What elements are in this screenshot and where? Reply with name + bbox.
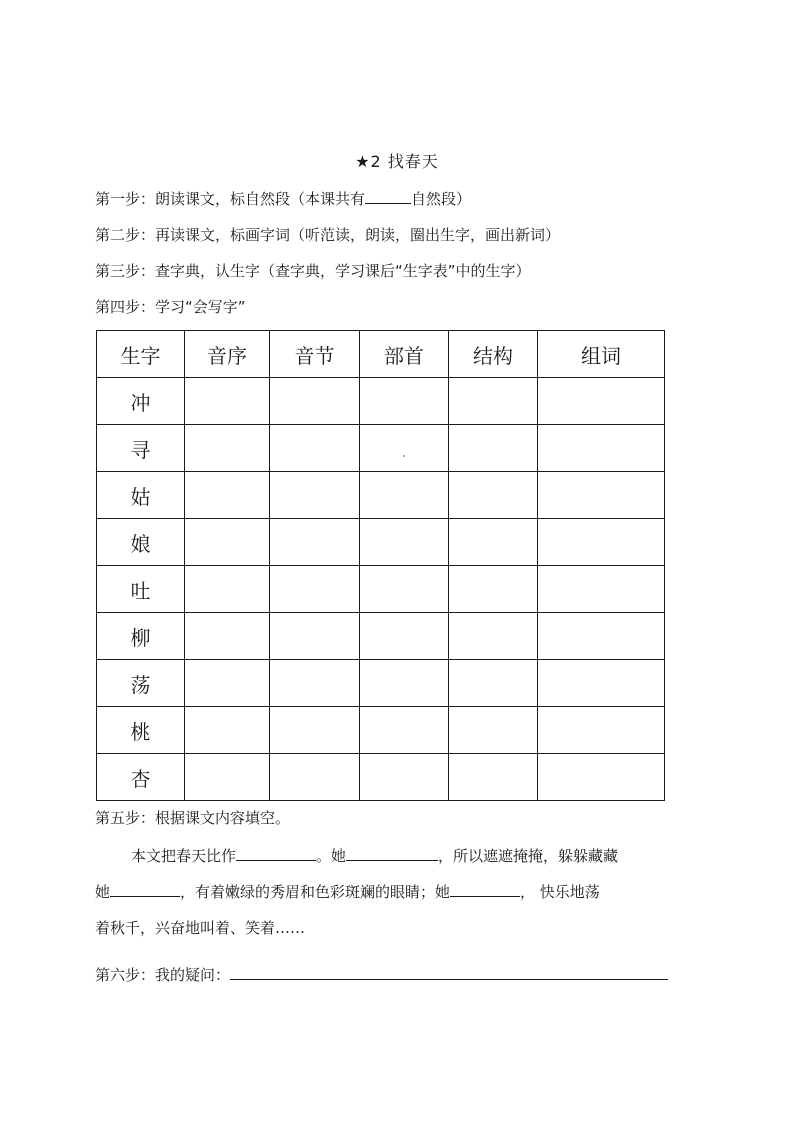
table-row	[97, 425, 665, 472]
cell-blank[interactable]	[360, 519, 449, 566]
cell-blank[interactable]	[449, 566, 538, 613]
row-character: 吐	[97, 566, 185, 613]
header-radical: 部首	[360, 331, 449, 378]
page-title: ★2 找春天	[355, 152, 439, 171]
cell-blank[interactable]	[538, 378, 665, 425]
step-5: 第五步：根据课文内容填空。	[95, 809, 291, 827]
table-row	[97, 519, 665, 566]
cell-blank[interactable]	[538, 566, 665, 613]
table-row	[97, 378, 665, 425]
fill-blank-3[interactable]	[110, 882, 180, 897]
header-structure: 结构	[449, 331, 538, 378]
cell-blank[interactable]	[270, 378, 360, 425]
cell-blank[interactable]	[360, 613, 449, 660]
stray-dot	[403, 455, 405, 457]
row-character: 冲	[97, 378, 185, 425]
fill-blank-1[interactable]	[236, 846, 316, 861]
cell-blank[interactable]	[360, 660, 449, 707]
cell-blank[interactable]	[449, 660, 538, 707]
row-character: 姑	[97, 472, 185, 519]
cell-blank[interactable]	[270, 754, 360, 801]
cell-blank[interactable]	[270, 472, 360, 519]
cell-blank[interactable]	[185, 754, 270, 801]
fill-in-paragraph	[95, 838, 705, 946]
step-2: 第二步：再读课文，标画字词（听范读，朗读，圈出生字，画出新词）	[95, 226, 561, 244]
step-1-tail: 自然段）	[411, 190, 472, 208]
row-character: 杏	[97, 754, 185, 801]
cell-blank[interactable]	[538, 472, 665, 519]
vocabulary-table	[96, 330, 665, 801]
cell-blank[interactable]	[449, 707, 538, 754]
fill-text-7: 着秋千，兴奋地叫着、笑着……	[95, 919, 306, 937]
cell-blank[interactable]	[360, 754, 449, 801]
cell-blank[interactable]	[538, 660, 665, 707]
cell-blank[interactable]	[185, 425, 270, 472]
row-character: 桃	[97, 707, 185, 754]
fill-text-3: ，所以遮遮掩掩，躲躲藏藏	[438, 847, 619, 865]
table-header-row	[97, 331, 665, 378]
table-row	[97, 754, 665, 801]
cell-blank[interactable]	[360, 425, 449, 472]
cell-blank[interactable]	[538, 425, 665, 472]
row-character: 荡	[97, 660, 185, 707]
header-syllable: 音节	[270, 331, 360, 378]
table-row	[97, 472, 665, 519]
step-1-text: 第一步：朗读课文，标自然段（本课共有	[95, 190, 366, 208]
cell-blank[interactable]	[538, 519, 665, 566]
cell-blank[interactable]	[270, 707, 360, 754]
row-character: 寻	[97, 425, 185, 472]
cell-blank[interactable]	[360, 707, 449, 754]
cell-blank[interactable]	[360, 566, 449, 613]
cell-blank[interactable]	[270, 613, 360, 660]
fill-text-5: ，有着嫩绿的秀眉和色彩斑斓的眼睛；她	[180, 883, 451, 901]
step-6	[95, 964, 668, 985]
fill-in-line-2	[95, 874, 705, 910]
table-row	[97, 566, 665, 613]
header-words: 组词	[538, 331, 665, 378]
fill-text-2: 。她	[316, 847, 347, 865]
cell-blank[interactable]	[185, 472, 270, 519]
fill-text-6: ， 快乐地荡	[520, 883, 600, 901]
cell-blank[interactable]	[449, 378, 538, 425]
row-character: 娘	[97, 519, 185, 566]
table-row	[97, 660, 665, 707]
fill-text-1: 本文把春天比作	[131, 847, 237, 865]
header-character: 生字	[97, 331, 185, 378]
header-initial: 音序	[185, 331, 270, 378]
cell-blank[interactable]	[538, 754, 665, 801]
table-row	[97, 613, 665, 660]
step-3: 第三步：查字典，认生字（查字典，学习课后“生字表”中的生字）	[95, 262, 531, 280]
cell-blank[interactable]	[270, 660, 360, 707]
table-row	[97, 707, 665, 754]
cell-blank[interactable]	[185, 566, 270, 613]
cell-blank[interactable]	[185, 660, 270, 707]
cell-blank[interactable]	[270, 566, 360, 613]
cell-blank[interactable]	[185, 519, 270, 566]
cell-blank[interactable]	[449, 425, 538, 472]
cell-blank[interactable]	[270, 519, 360, 566]
paragraph-count-blank[interactable]	[365, 189, 411, 204]
fill-in-line-1	[95, 838, 705, 874]
cell-blank[interactable]	[270, 425, 360, 472]
cell-blank[interactable]	[185, 707, 270, 754]
fill-blank-2[interactable]	[346, 846, 438, 861]
row-character: 柳	[97, 613, 185, 660]
step-1	[95, 188, 471, 209]
cell-blank[interactable]	[185, 613, 270, 660]
cell-blank[interactable]	[538, 613, 665, 660]
cell-blank[interactable]	[360, 472, 449, 519]
fill-text-4: 她	[95, 883, 111, 901]
step-6-text: 第六步：我的疑问：	[95, 966, 231, 984]
cell-blank[interactable]	[360, 378, 449, 425]
cell-blank[interactable]	[538, 707, 665, 754]
cell-blank[interactable]	[449, 613, 538, 660]
cell-blank[interactable]	[449, 472, 538, 519]
cell-blank[interactable]	[449, 754, 538, 801]
cell-blank[interactable]	[449, 519, 538, 566]
fill-blank-4[interactable]	[450, 882, 520, 897]
step-4: 第四步：学习“会写字”	[95, 298, 246, 316]
fill-in-line-3	[95, 910, 705, 946]
question-blank[interactable]	[230, 965, 668, 980]
cell-blank[interactable]	[185, 378, 270, 425]
